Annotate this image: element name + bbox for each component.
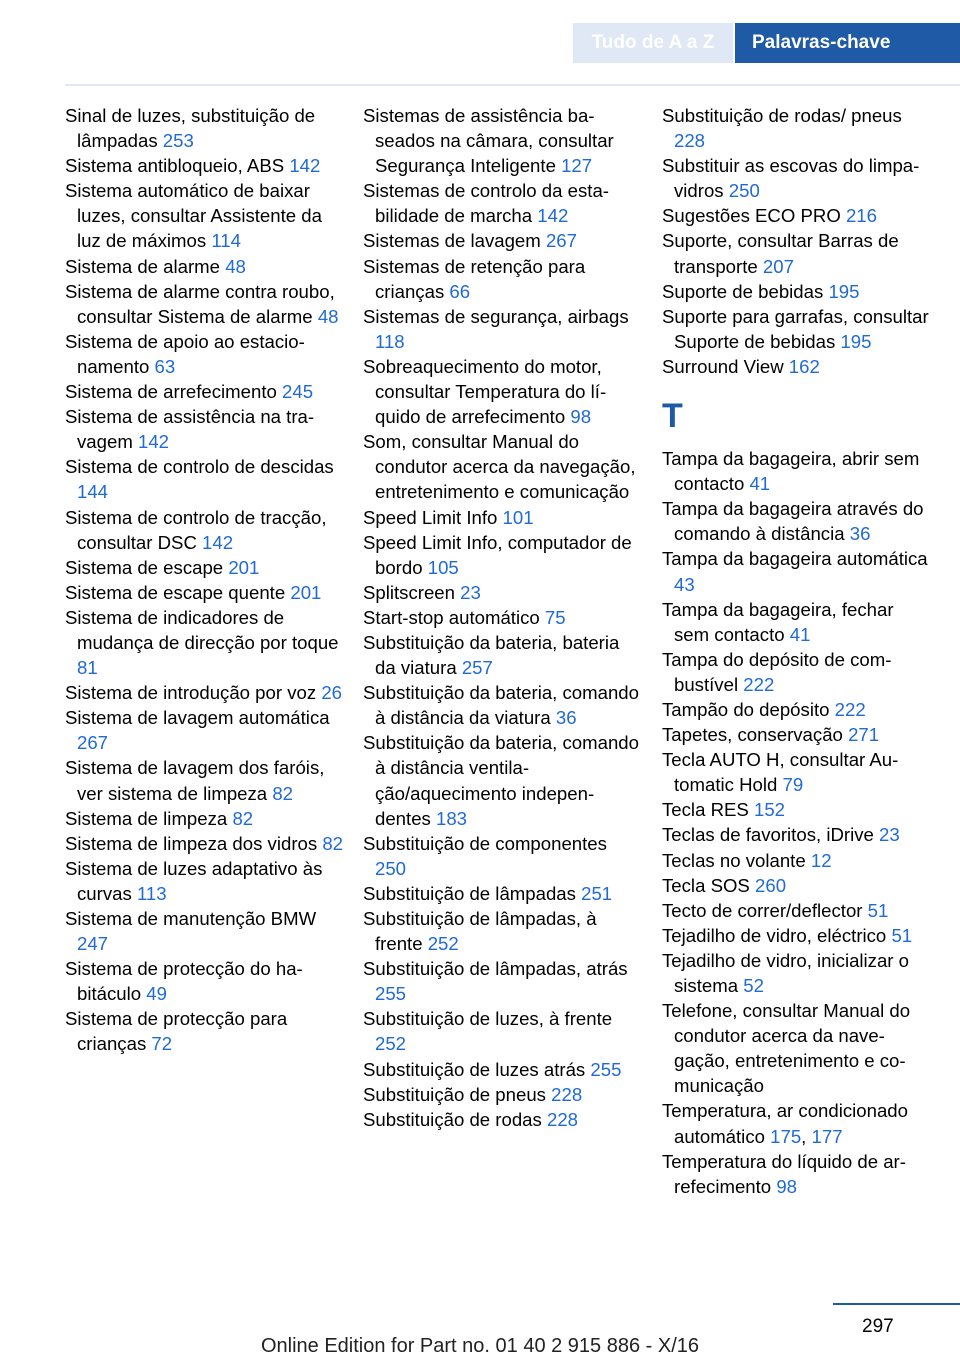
index-entry	[363, 906, 643, 956]
page-reference-link[interactable]: 48	[225, 255, 246, 277]
index-entry-text: Sistema de indicadores de mudança de direcção por toque	[65, 606, 339, 653]
index-entry-text: Substituição de componentes	[363, 832, 607, 854]
page-reference-link[interactable]: 267	[77, 732, 109, 754]
index-entry	[65, 454, 345, 504]
page-reference-link[interactable]: 252	[375, 1033, 407, 1055]
index-entry-text: Substituição de lâmpadas, atrás	[363, 958, 628, 980]
footer-divider	[833, 1303, 960, 1305]
page-reference-link[interactable]: 23	[879, 824, 900, 846]
index-entry-text: Tampa da bagageira automática	[662, 548, 928, 570]
index-entry	[662, 597, 930, 647]
index-entry	[662, 873, 930, 898]
page-reference-link[interactable]: 66	[449, 280, 471, 302]
index-entry-text: Sistema de manutenção BMW	[65, 908, 317, 929]
index-entry-text: Sistemas de assistência baseados na câmara, consultar Segurança Inteligente	[363, 105, 614, 177]
header-divider	[65, 84, 960, 86]
page-reference-link[interactable]: 63	[154, 355, 176, 377]
index-entry	[363, 1082, 643, 1107]
index-entry	[363, 354, 643, 429]
index-entry-text: Sistema de protecção para crianças	[65, 1008, 288, 1055]
index-entry	[662, 228, 930, 278]
page-reference-link[interactable]: 98	[776, 1175, 798, 1197]
index-entry-text: Sistema automático de baixar luzes, consultar Assistente da luz de máximos	[65, 180, 322, 252]
index-entry-text: Substituição de lâmpadas	[363, 882, 576, 904]
index-entry	[363, 956, 643, 1006]
index-entry-text: Sinal de luzes, substituição de lâmpadas	[65, 105, 316, 152]
page-reference-link[interactable]: 41	[749, 473, 771, 495]
page-reference-link[interactable]: 142	[137, 431, 170, 453]
index-column-1	[65, 103, 345, 1057]
index-entry-text: Speed Limit Info	[363, 506, 498, 528]
index-entry	[65, 831, 345, 856]
index-entry-text: Sistema de controlo de tracção, consultar DSC	[65, 506, 327, 553]
page-reference-link[interactable]: 127	[561, 155, 593, 177]
index-entry	[65, 555, 345, 580]
index-entry	[363, 831, 643, 881]
page-reference-link[interactable]: 257	[461, 657, 493, 679]
index-entry	[363, 580, 643, 605]
page-reference-link[interactable]: 251	[581, 882, 613, 904]
index-entry-text: Sistema de alarme contra roubo, consultar Sistema de alarme	[65, 280, 335, 327]
index-entry-text: Tejadilho de vidro, inicializar o sistema	[662, 949, 910, 996]
index-entry-text: Telefone, consultar Manual do condutor acerca da navegação, entretenimento e comunicação	[662, 1000, 911, 1097]
index-entry	[363, 605, 643, 630]
page-reference-link[interactable]: 228	[674, 130, 706, 152]
index-entry-text: Substituição de rodas/ pneus	[662, 105, 902, 126]
page-reference-link[interactable]: 98	[570, 406, 592, 428]
index-entry-text: Substituição da bateria, comando à distância ventilação/aquecimento independentes	[363, 732, 639, 829]
index-entry-text: Sistemas de retenção para crianças	[363, 255, 586, 302]
index-entry	[65, 806, 345, 831]
index-entry-text: Tecto de correr/deflector	[662, 899, 863, 921]
index-entry	[662, 998, 930, 1098]
page-reference-link[interactable]: 142	[289, 155, 321, 177]
index-entry-text: Surround View	[662, 355, 784, 377]
index-entry-text: Suporte para garrafas, consultar Suporte de bebidas	[662, 305, 929, 352]
index-entry-text: Sistema de controlo de descidas	[65, 456, 334, 478]
index-entry-text: Sistema de assistência na travagem	[65, 406, 315, 453]
page-reference-link[interactable]: 250	[728, 180, 760, 202]
index-entry	[363, 178, 643, 228]
page-reference-link[interactable]: 36	[555, 707, 577, 729]
page-reference-link[interactable]: 52	[743, 975, 764, 996]
page-reference-link[interactable]: 48	[317, 305, 339, 327]
page-reference-link[interactable]: 51	[891, 924, 913, 946]
page-number: 297	[862, 1316, 894, 1337]
index-entry	[363, 630, 643, 680]
page-reference-link[interactable]: 271	[848, 724, 880, 746]
index-entry	[662, 304, 930, 354]
page-reference-link[interactable]: 222	[743, 673, 775, 695]
page-reference-link[interactable]: 267	[545, 230, 577, 252]
index-entry-text: Temperatura, ar condicionado automático	[662, 1100, 908, 1147]
index-entry	[662, 948, 930, 998]
page-reference-link[interactable]: 114	[211, 230, 241, 252]
index-entry	[363, 881, 643, 906]
index-entry-text: Substituir as escovas do limpa-vidros	[662, 155, 920, 202]
page-reference-link[interactable]: 195	[840, 330, 872, 352]
index-entry-text: Sistema de lavagem automática	[65, 707, 330, 729]
page-reference-link[interactable]: 228	[551, 1083, 583, 1105]
index-entry	[662, 722, 930, 747]
page-reference-link[interactable]: 81	[77, 657, 98, 679]
index-entry	[662, 848, 930, 873]
index-entry	[363, 254, 643, 304]
index-entry	[662, 923, 930, 948]
index-entry-text: Sistema de limpeza	[65, 807, 228, 829]
index-entry-text: Sobreaquecimento do motor, consultar Temperatura do líquido de arrefecimento	[363, 355, 607, 428]
page-reference-link[interactable]: 177	[811, 1125, 843, 1147]
page-reference-link[interactable]: 260	[755, 874, 787, 896]
index-entry-text: Teclas no volante	[662, 849, 806, 871]
page-reference-link[interactable]: 72	[151, 1033, 173, 1055]
index-entry-text: Sistema de protecção do habitáculo	[65, 958, 303, 1005]
index-entry	[65, 178, 345, 253]
index-entry	[662, 496, 930, 546]
index-entry-text: Suporte de bebidas	[662, 280, 824, 302]
index-entry-text: Sistema de luzes adaptativo às curvas	[65, 857, 323, 904]
index-entry	[662, 898, 930, 923]
index-entry	[65, 379, 345, 404]
page-reference-link[interactable]: 82	[232, 807, 254, 829]
index-entry	[662, 747, 930, 797]
index-entry-text: Substituição da bateria, bateria da viatura	[363, 631, 620, 679]
index-entry	[363, 1006, 643, 1056]
page-reference-link[interactable]: 252	[427, 933, 459, 955]
page-reference-link[interactable]: 207	[762, 255, 794, 277]
page-reference-link[interactable]: 113	[136, 882, 167, 904]
index-entry	[662, 647, 930, 697]
index-entry-text: Sistemas de controlo da estabilidade de marcha	[363, 180, 609, 227]
index-entry	[363, 103, 643, 178]
index-entry	[65, 329, 345, 379]
index-entry-text: Tampão do depósito	[662, 698, 830, 720]
page-reference-link[interactable]: 195	[828, 280, 860, 302]
page-reference-link[interactable]: 75	[544, 606, 566, 628]
page-reference-link[interactable]: 142	[537, 205, 569, 227]
index-entry	[65, 279, 345, 329]
index-entry-text: Substituição de rodas	[363, 1108, 542, 1130]
index-entry-text: Sistema de arrefecimento	[65, 381, 277, 403]
page-reference-link[interactable]: 255	[590, 1058, 622, 1080]
index-entry-text: Substituição da bateria, comando à distância da viatura	[363, 682, 639, 729]
index-entry-text: Sistema de alarme	[65, 255, 221, 277]
index-entry: Temperatura, ar condicionado automático 175, 177	[662, 1100, 908, 1147]
index-entry-text: Tecla SOS	[662, 874, 750, 896]
index-entry	[363, 228, 643, 253]
index-column-3	[662, 103, 930, 1199]
index-letter-heading: T	[662, 397, 683, 436]
index-entry	[662, 153, 930, 203]
index-entry	[662, 797, 930, 822]
index-entry	[65, 680, 345, 705]
page-reference-link[interactable]: 253	[162, 130, 194, 152]
index-entry-text: Tejadilho de vidro, eléctrico	[662, 924, 887, 946]
index-entry	[662, 697, 930, 722]
keywords-tab[interactable]: Palavras-chave	[735, 23, 960, 63]
page-header	[0, 23, 960, 63]
index-entry	[363, 1107, 643, 1132]
index-entry-text: Sistemas de segurança, airbags	[363, 305, 629, 327]
index-entry-text: Splitscreen	[363, 581, 455, 603]
index-entry	[363, 680, 643, 730]
page-reference-link[interactable]: 26	[321, 682, 343, 704]
index-entry	[65, 906, 345, 956]
index-entry	[662, 1149, 930, 1199]
index-entry-text: Tampa da bagageira através do comando à distância	[662, 498, 924, 545]
index-entry	[662, 546, 930, 596]
index-column-2	[363, 103, 643, 1132]
page-reference-link[interactable]: 175	[770, 1125, 802, 1147]
index-entry	[65, 605, 345, 680]
page-reference-link[interactable]: 101	[502, 506, 534, 528]
index-entry-text: Teclas de favoritos, iDrive	[662, 824, 874, 846]
index-entry	[662, 103, 930, 153]
index-entry	[65, 254, 345, 279]
page-reference-link[interactable]: 162	[788, 355, 820, 377]
index-entry	[662, 203, 930, 228]
index-entry	[65, 956, 345, 1006]
index-entry-text: Sistema de escape	[65, 556, 224, 578]
index-entry-text: Tampa do depósito de combustível	[662, 648, 892, 695]
page-reference-link[interactable]: 49	[146, 983, 167, 1005]
index-entry-text: Substituição de luzes atrás	[363, 1058, 586, 1080]
index-entry-text: Substituição de luzes, à frente	[363, 1008, 613, 1030]
index-entry-text: Sistema de apoio ao estacionamento	[65, 330, 305, 377]
index-entry-text: Substituição de pneus	[363, 1083, 546, 1105]
index-entry-text: Sistemas de lavagem	[363, 230, 541, 252]
page-reference-link[interactable]: 247	[77, 933, 109, 955]
index-entry-text: Suporte, consultar Barras de transporte	[662, 230, 899, 277]
index-entry-text: Tecla RES	[662, 799, 749, 821]
index-entry-text: Sistema de introdução por voz	[65, 682, 317, 704]
index-entry	[662, 354, 930, 379]
index-entry	[363, 530, 643, 580]
page-reference-link[interactable]: 82	[272, 782, 294, 804]
page-reference-link[interactable]: 36	[849, 523, 871, 545]
edition-footer: Online Edition for Part no. 01 40 2 915 886 - X/16	[260, 1335, 700, 1357]
page-reference-link[interactable]: 51	[867, 899, 889, 921]
index-entry-text: Tampa da bagageira, abrir sem contacto	[662, 448, 920, 495]
index-entry	[363, 505, 643, 530]
index-entry-text: Sistema de escape quente	[65, 581, 286, 603]
page-reference-link[interactable]: 41	[789, 623, 811, 645]
index-entry	[65, 153, 345, 178]
index-entry	[65, 505, 345, 555]
index-entry	[65, 705, 345, 755]
page-reference-link[interactable]: 43	[674, 573, 695, 595]
page-reference-link[interactable]: 183	[436, 807, 468, 829]
page-reference-link[interactable]: 79	[782, 774, 804, 796]
index-entry	[65, 755, 345, 805]
page-reference-link[interactable]: 228	[547, 1108, 579, 1130]
page-reference-link[interactable]: 245	[282, 381, 314, 403]
page-reference-link[interactable]: 255	[375, 983, 407, 1005]
index-entry	[363, 429, 643, 504]
index-entry	[662, 279, 930, 304]
page-reference-link[interactable]: 105	[427, 556, 459, 578]
index-entry-text: Som, consultar Manual do condutor acerca da navegação, entretenimento e comunicação	[363, 431, 636, 503]
page-reference-link[interactable]: 12	[810, 849, 832, 871]
page-reference-link[interactable]: 142	[202, 531, 234, 553]
index-entry-text: Substituição de lâmpadas, à frente	[363, 908, 597, 955]
page-reference-link[interactable]: 222	[834, 698, 866, 720]
index-entry-text: Sistema de limpeza dos vidros	[65, 832, 318, 854]
page-reference-link[interactable]: 152	[753, 799, 786, 821]
index-entry	[662, 446, 930, 496]
index-entry	[363, 1057, 643, 1082]
page-reference-link[interactable]: 201	[228, 556, 260, 578]
index-entry-text: Start-stop automático	[363, 606, 540, 628]
page-reference-link[interactable]: 118	[375, 330, 405, 352]
index-entry-text: Temperatura do líquido de arrefecimento	[662, 1150, 906, 1197]
index-entry	[662, 822, 930, 847]
index-entry-text: Tecla AUTO H, consultar Automatic Hold	[662, 749, 899, 796]
page-reference-link[interactable]: 23	[460, 581, 481, 603]
page-reference-link[interactable]: 201	[290, 581, 322, 603]
index-entry-text: Speed Limit Info, computador de bordo	[363, 531, 632, 578]
index-entry	[65, 856, 345, 906]
index-entry-text: Sistema antibloqueio, ABS	[65, 155, 285, 177]
page-reference-link[interactable]: 82	[322, 832, 344, 854]
index-entry	[65, 103, 345, 153]
page-reference-link[interactable]: 216	[845, 205, 877, 227]
index-entry	[65, 1006, 345, 1056]
index-entry	[65, 404, 345, 454]
page-reference-link[interactable]: 250	[375, 857, 407, 879]
page-reference-link[interactable]: 144	[77, 481, 109, 503]
index-entry-text: Tampa da bagageira, fechar sem contacto	[662, 598, 894, 645]
index-entry-text: Sistema de lavagem dos faróis, ver sistema de limpeza	[65, 757, 325, 804]
index-entry	[65, 580, 345, 605]
index-entry-text: Sugestões ECO PRO	[662, 205, 841, 227]
index-entry	[363, 730, 643, 830]
index-entry-text: Tapetes, conservação	[662, 724, 843, 746]
section-tab[interactable]: Tudo de A a Z	[573, 23, 733, 63]
index-entry	[363, 304, 643, 354]
